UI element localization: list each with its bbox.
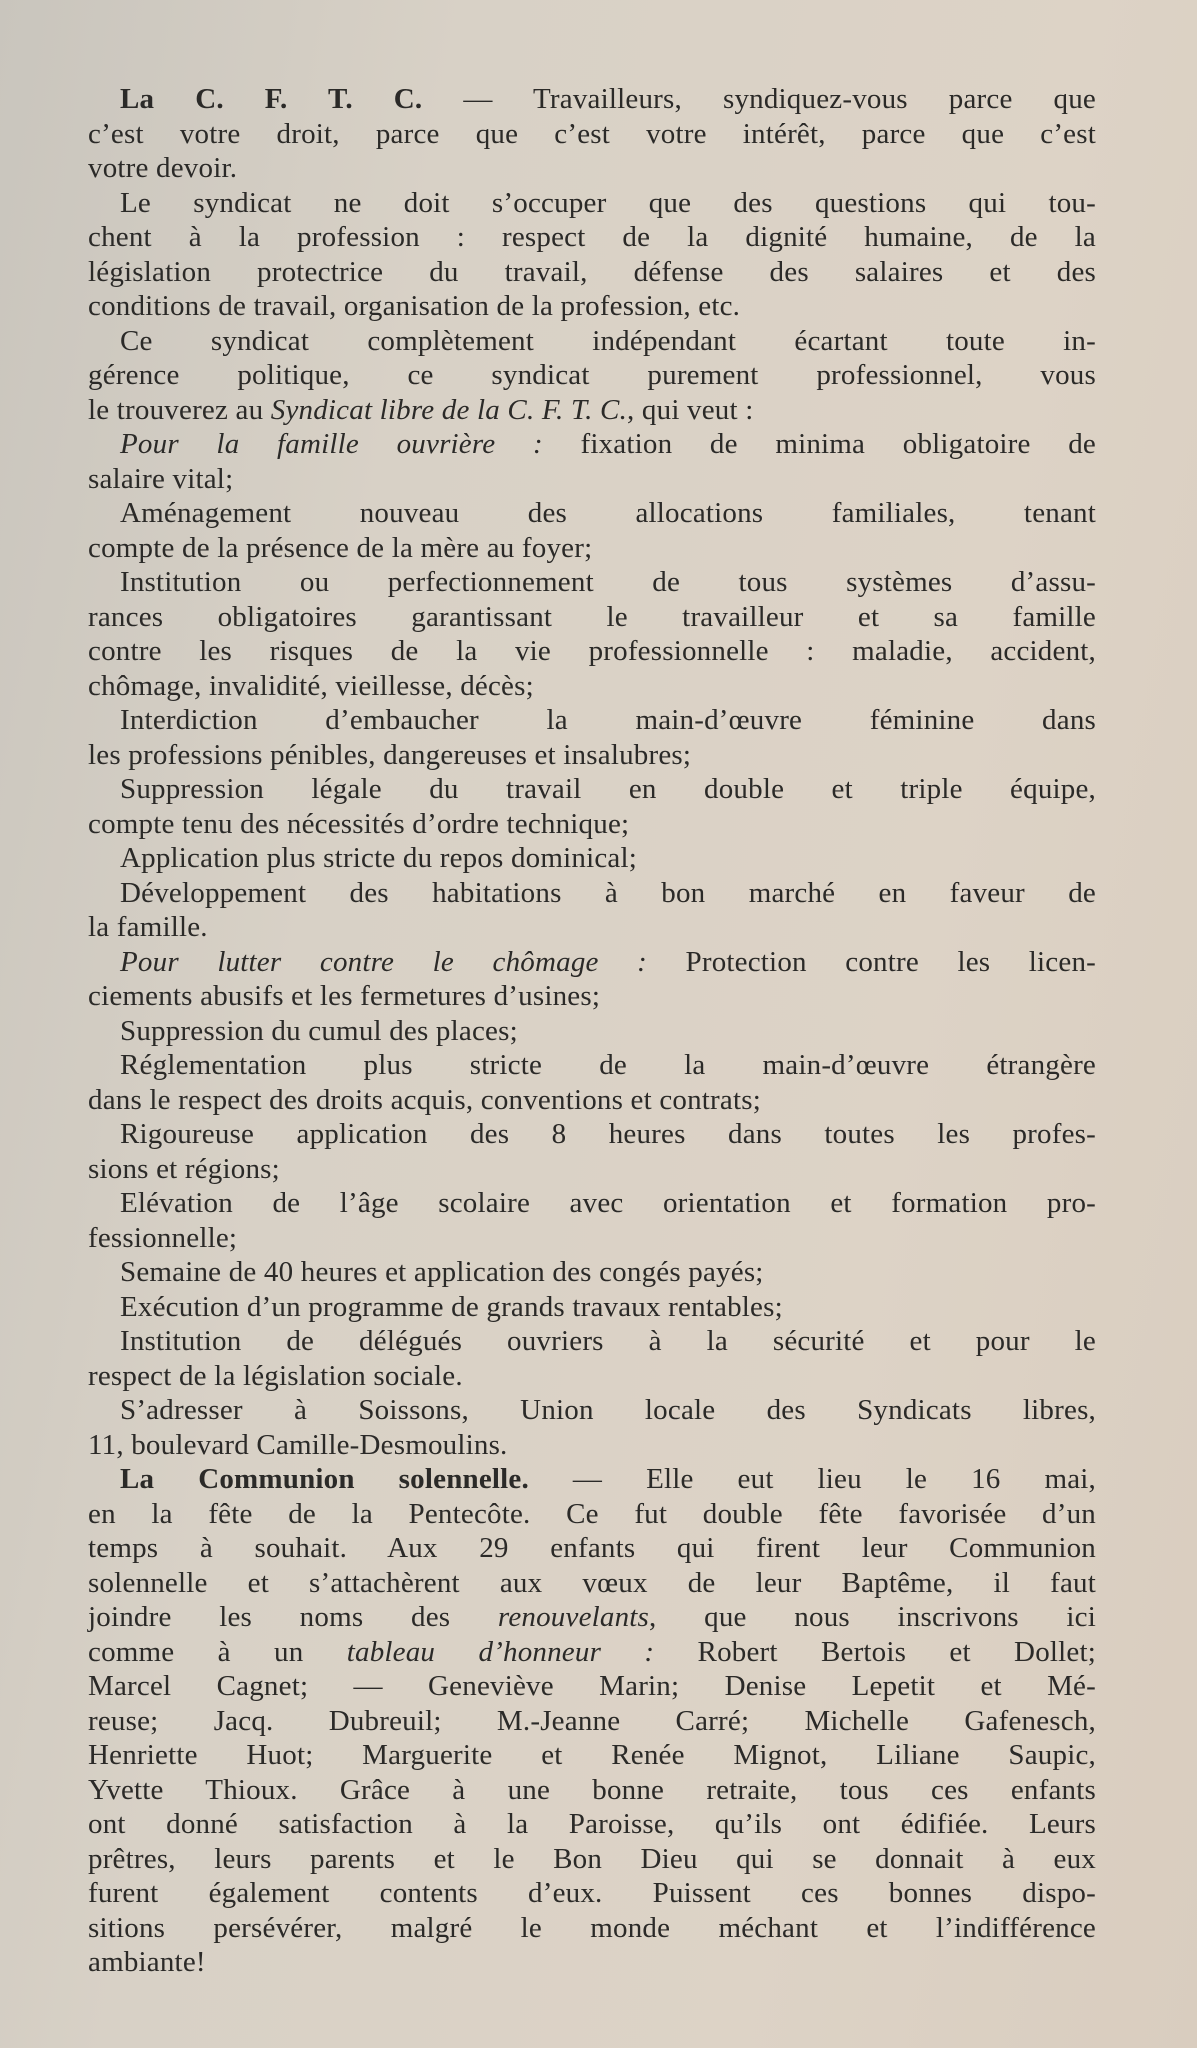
text-line [88,807,1096,842]
text-line [88,427,1096,462]
text-line [88,1428,1096,1463]
body-text: Marcel Cagnet; — Geneviève Marin; Denise Lepetit et Mé- [88,1670,1096,1702]
text-line [88,151,1096,186]
body-text: Yvette Thioux. Grâce à une bonne retraite, tous ces enfants [88,1773,1096,1806]
body-text: compte de la présence de la mère au foyer; [88,531,593,564]
body-text: — Travailleurs, syndiquez-vous parce que [422,83,1096,115]
body-text: solennelle et s’attachèrent aux vœux de leur Baptême, il faut [88,1566,1096,1599]
text-line [88,1911,1096,1946]
body-text: Elévation de l’âge scolaire avec orientation et formation pro- [120,1187,1096,1219]
italic-text: renouvelants [497,1601,650,1633]
text-line [88,1600,1096,1635]
text-line [88,1738,1096,1773]
text-line [88,1669,1096,1704]
text-line [88,1876,1096,1911]
body-text: Protection contre les licen- [646,945,1097,978]
body-text: en la fête de la Pentecôte. Ce fut double fête favorisée d’un [88,1497,1096,1530]
text-line [88,531,1096,566]
text-line [88,841,1096,876]
body-text: Interdiction d’embaucher la main-d’œuvre féminine dans [120,704,1096,736]
text-line [88,117,1096,152]
italic-text: Pour lutter contre le chômage : [120,945,647,978]
body-text: Suppression du cumul des places; [120,1014,518,1047]
body-text: Application plus stricte du repos dominical; [120,842,638,874]
body-text: dans le respect des droits acquis, conventions et contrats; [88,1083,761,1116]
text-line [88,772,1096,807]
text-line [88,1048,1096,1083]
body-text: Institution de délégués ouvriers à la sécurité et pour le [120,1325,1096,1357]
text-line [88,1704,1096,1739]
body-text: 11, boulevard Camille-Desmoulins. [88,1428,508,1461]
body-text: Réglementation plus stricte de la main-d’œuvre étrangère [120,1049,1096,1081]
body-text: salaire vital; [88,462,234,495]
text-line [88,1945,1096,1980]
body-text: ambiante! [88,1946,206,1978]
body-text: c’est votre droit, parce que c’est votre intérêt, parce que c’est [88,117,1096,150]
body-text: furent également contents d’eux. Puissent ces bonnes dispo- [88,1877,1096,1909]
text-line [88,462,1096,497]
text-line [88,1221,1096,1256]
text-line [88,82,1096,117]
text-line [88,1255,1096,1290]
body-text: les professions pénibles, dangereuses et insalubres; [88,738,692,771]
body-text: gérence politique, ce syndicat purement professionnel, vous [88,359,1096,391]
text-line [88,876,1096,911]
text-line [88,1566,1096,1601]
body-text: Aménagement nouveau des allocations familiales, tenant [120,497,1096,529]
text-line [88,1359,1096,1394]
body-text: la famille. [88,911,208,943]
body-text: Institution ou perfectionnement de tous systèmes d’assu- [120,566,1096,598]
body-text: législation protectrice du travail, défense des salaires et des [88,255,1096,288]
body-text: ont donné satisfaction à la Paroisse, qu’ils ont édifiée. Leurs [88,1808,1096,1840]
body-text: Développement des habitations à bon marché en faveur de [120,876,1096,909]
text-line [88,1290,1096,1325]
body-text: S’adresser à Soissons, Union locale des Syndicats libres, [120,1394,1096,1426]
text-line [88,1462,1096,1497]
section-heading: La C. F. T. C. [120,83,423,115]
text-line [88,1773,1096,1808]
text-line [88,289,1096,324]
text-line [88,1531,1096,1566]
body-text: , que nous inscrivons ici [649,1601,1097,1633]
body-text: contre les risques de la vie professionnelle : maladie, accident, [88,635,1096,667]
body-text: conditions de travail, organisation de la profession, etc. [88,290,741,322]
text-line [88,910,1096,945]
italic-text: Syndicat libre de la C. F. T. C. [270,393,628,426]
body-text: Semaine de 40 heures et application des congés payés; [120,1256,764,1288]
text-line [88,393,1096,428]
body-text: votre devoir. [88,152,238,184]
body-text: reuse; Jacq. Dubreuil; M.-Jeanne Carré; Michelle Gafenesch, [88,1704,1096,1737]
body-text: Le syndicat ne doit s’occuper que des questions qui tou- [120,186,1096,219]
body-text: rances obligatoires garantissant le travailleur et sa famille [88,600,1096,633]
body-text: Rigoureuse application des 8 heures dans toutes les profes- [120,1118,1096,1150]
body-text: ciements abusifs et les fermetures d’usines; [88,980,601,1012]
body-text: sitions persévérer, malgré le monde méchant et l’indifférence [88,1911,1096,1944]
text-line [88,565,1096,600]
italic-text: Pour la famille ouvrière : [120,428,543,460]
text-line [88,979,1096,1014]
body-text: compte tenu des nécessités d’ordre technique; [88,807,630,840]
body-text: Henriette Huot; Marguerite et Renée Mignot, Liliane Saupic, [88,1739,1096,1771]
body-text: temps à souhait. Aux 29 enfants qui firent leur Communion [88,1532,1096,1564]
body-text: Exécution d’un programme de grands travaux rentables; [120,1290,783,1323]
body-text: Ce syndicat complètement indépendant écartant toute in- [120,324,1096,357]
text-line [88,600,1096,635]
body-text: Suppression légale du travail en double et triple équipe, [120,773,1096,805]
section-heading: La Communion solennelle. [120,1463,529,1495]
body-text: fixation de minima obligatoire de [542,428,1096,460]
body-text: Robert Bertois et Dollet; [654,1635,1097,1668]
italic-text: tableau d’honneur : [346,1635,655,1668]
document-page [88,82,1096,1980]
text-line [88,1152,1096,1187]
body-text: comme à un [88,1635,347,1668]
text-line [88,1186,1096,1221]
body-text: le trouverez au [88,393,271,426]
text-line [88,738,1096,773]
text-line [88,1083,1096,1118]
body-text: — Elle eut lieu le 16 mai, [528,1463,1096,1495]
text-line [88,945,1096,980]
text-line [88,255,1096,290]
body-text: prêtres, leurs parents et le Bon Dieu qui se donnait à eux [88,1842,1096,1875]
text-line [88,1635,1096,1670]
text-line [88,634,1096,669]
text-line [88,669,1096,704]
text-line [88,1117,1096,1152]
body-text: respect de la législation sociale. [88,1359,463,1392]
text-line [88,1497,1096,1532]
text-line [88,186,1096,221]
text-line [88,496,1096,531]
text-line [88,1393,1096,1428]
body-text: chômage, invalidité, vieillesse, décès; [88,669,534,702]
text-line [88,1842,1096,1877]
body-text: , qui veut : [627,393,754,426]
body-text: fessionnelle; [88,1221,238,1254]
text-line [88,358,1096,393]
body-text: sions et régions; [88,1152,280,1185]
text-line [88,324,1096,359]
text-line [88,220,1096,255]
text-line [88,703,1096,738]
text-line [88,1807,1096,1842]
body-text: joindre les noms des [88,1601,498,1633]
text-line [88,1324,1096,1359]
text-line [88,1014,1096,1049]
body-text: chent à la profession : respect de la dignité humaine, de la [88,221,1096,253]
